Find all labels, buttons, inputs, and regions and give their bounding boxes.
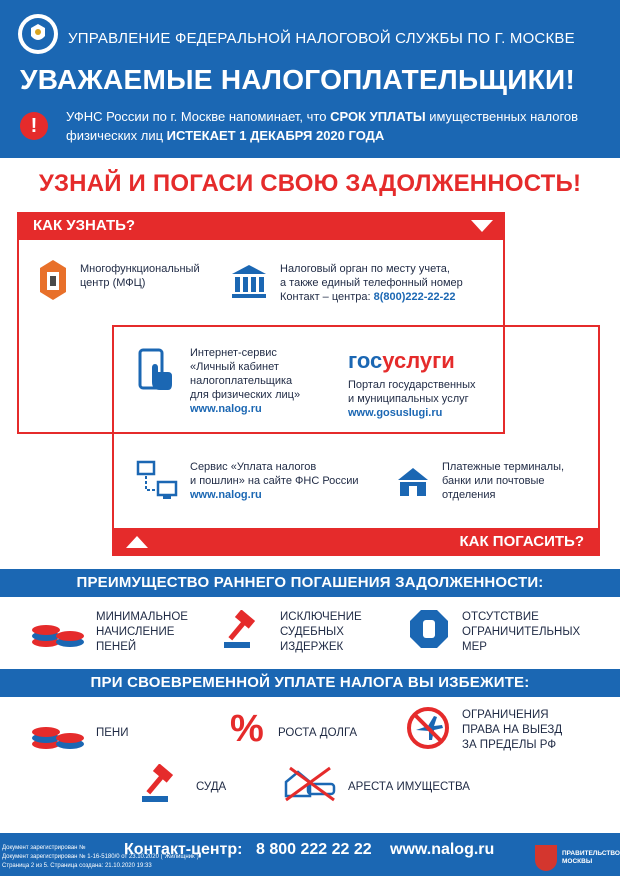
benefit-no-restrictions: ОТСУТСТВИЕ ОГРАНИЧИТЕЛЬНЫХ МЕР (462, 611, 581, 653)
gosuslugi-text: Портал государственных и муниципальных услуг www.gosuslugi.ru (348, 379, 476, 419)
fns-emblem-icon (18, 14, 58, 54)
tax-office-text: Налоговый орган по месту учета, а также единый телефонный номер Контакт – центра: 8(800)222-22-22 (280, 263, 463, 303)
online-payment-icon (136, 460, 180, 507)
avoid-property-arrest: АРЕСТА ИМУЩЕСТВА (348, 781, 470, 793)
arrow-down-icon (471, 220, 493, 232)
how-to-pay-bar (112, 528, 600, 556)
moscow-government-label: ПРАВИТЕЛЬСТВО МОСКВЫ (562, 850, 620, 865)
benefits-band: ПРЕИМУЩЕСТВО РАННЕГО ПОГАШЕНИЯ ЗАДОЛЖЕННОСТИ: (0, 569, 620, 597)
contact-center-phone[interactable]: 8 800 222 22 22 (256, 841, 372, 858)
mfc-text: Многофункциональный центр (МФЦ) (80, 263, 200, 289)
smartphone-touch-icon (136, 348, 174, 399)
mfc-logo-icon (36, 258, 70, 307)
payment-service-text: Сервис «Уплата налогов и пошлин» на сайте ФНС России www.nalog.ru (190, 461, 359, 501)
how-to-know-bar (17, 212, 505, 240)
avoid-debt-growth: РОСТА ДОЛГА (278, 727, 358, 739)
avoid-penalties: ПЕНИ (96, 727, 129, 739)
slogan: УЗНАЙ И ПОГАСИ СВОЮ ЗАДОЛЖЕННОСТЬ! (38, 170, 582, 197)
avoid-band: ПРИ СВОЕВРЕМЕННОЙ УПЛАТЕ НАЛОГА ВЫ ИЗБЕЖИТЕ: (0, 669, 620, 697)
no-property-icon (282, 764, 338, 807)
agency-name: УПРАВЛЕНИЕ ФЕДЕРАЛЬНОЙ НАЛОГОВОЙ СЛУЖБЫ ПО Г. МОСКВЕ (68, 30, 575, 47)
registration-line-3: Страница 2 из 5. Страница создана: 21.10.2020 19:33 (2, 863, 152, 869)
bank-building-icon (394, 462, 432, 505)
avoid-travel-ban: ОГРАНИЧЕНИЯ ПРАВА НА ВЫЕЗД ЗА ПРЕДЕЛЫ РФ (462, 709, 563, 751)
gavel-icon (222, 610, 270, 655)
moscow-coat-of-arms-icon (535, 845, 557, 871)
arrow-up-icon (126, 536, 148, 548)
exclamation-icon: ! (20, 112, 48, 140)
registration-line-2: Документ зарегистрирован № 1-16-5180/0 от 23.10.2020 ("Жилищник") (2, 854, 199, 860)
nalog-link-service[interactable]: www.nalog.ru (190, 489, 262, 501)
percent-icon: % (230, 708, 264, 750)
gosuslugi-logo: госуслуги (348, 348, 455, 373)
page-title: УВАЖАЕМЫЕ НАЛОГОПЛАТЕЛЬЩИКИ! (20, 64, 576, 95)
header-banner (0, 0, 620, 158)
contact-center-label: Контакт-центр: (124, 841, 243, 858)
avoid-court: СУДА (196, 781, 227, 793)
benefit-min-penalties: МИНИМАЛЬНОЕ НАЧИСЛЕНИЕ ПЕНЕЙ (96, 611, 188, 653)
coins-icon (30, 612, 86, 655)
taxpayer-cabinet-text: Интернет-сервис «Личный кабинет налогоплательщика для физических лиц» www.nalog.ru (190, 347, 301, 415)
nalog-link-cabinet[interactable]: www.nalog.ru (190, 403, 262, 415)
how-to-know-label: КАК УЗНАТЬ? (33, 217, 136, 234)
stop-hand-icon (408, 608, 450, 655)
no-travel-icon (406, 706, 450, 755)
how-to-pay-label: КАК ПОГАСИТЬ? (459, 533, 584, 550)
coins-icon (30, 714, 86, 757)
terminals-text: Платежные терминалы, банки или почтовые отделения (442, 461, 565, 501)
footer-site-link[interactable]: www.nalog.ru (390, 841, 495, 858)
government-building-icon (230, 262, 268, 305)
tax-phone-link[interactable]: 8(800)222-22-22 (373, 291, 456, 303)
gavel-icon (140, 764, 188, 809)
gosuslugi-link[interactable]: www.gosuslugi.ru (348, 407, 443, 419)
deadline-notice: УФНС России по г. Москве напоминает, что СРОК УПЛАТЫ имущественных налогов физических лиц ИСТЕКАЕТ 1 ДЕКАБРЯ 2020 ГОДА (66, 109, 579, 143)
registration-line-1: Документ зарегистрирован № (2, 845, 86, 851)
benefit-no-court-costs: ИСКЛЮЧЕНИЕ СУДЕБНЫХ ИЗДЕРЖЕК (280, 611, 362, 653)
